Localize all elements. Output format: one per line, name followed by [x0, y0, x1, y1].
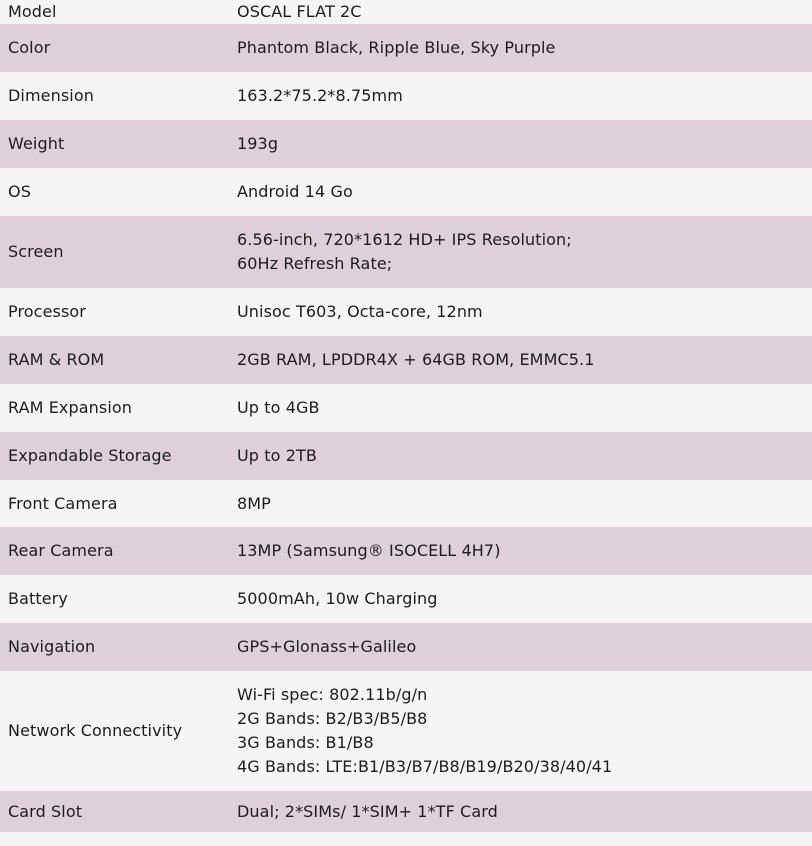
spec-row-ram-expansion	[0, 384, 812, 432]
spec-label: RAM Expansion	[8, 398, 132, 417]
spec-value-line: Android 14 Go	[237, 182, 353, 201]
spec-value	[229, 24, 812, 72]
spec-row-network-connectivity	[0, 671, 812, 791]
spec-value-line: 163.2*75.2*8.75mm	[237, 86, 403, 105]
spec-label: Screen	[8, 242, 64, 261]
spec-label: Dimension	[8, 86, 94, 105]
spec-row-color	[0, 24, 812, 72]
spec-row-battery	[0, 575, 812, 623]
spec-label: Rear Camera	[8, 541, 114, 560]
spec-row-card-slot	[0, 791, 812, 832]
spec-value-line: Phantom Black, Ripple Blue, Sky Purple	[237, 38, 556, 57]
spec-row-rear-camera	[0, 527, 812, 575]
spec-label: Battery	[8, 589, 68, 608]
spec-value	[229, 671, 812, 791]
spec-value-line: Dual; 2*SIMs/ 1*SIM+ 1*TF Card	[237, 801, 498, 821]
spec-label: OS	[8, 182, 31, 201]
spec-row-ram-rom	[0, 336, 812, 384]
spec-value-line: 193g	[237, 134, 279, 153]
spec-row-navigation	[0, 623, 812, 671]
spec-value	[229, 120, 812, 168]
spec-row-weight	[0, 120, 812, 168]
spec-value-line: 4G Bands: LTE:B1/B3/B7/B8/B19/B20/38/40/41	[237, 757, 613, 776]
spec-value-line: 2GB RAM, LPDDR4X + 64GB ROM, EMMC5.1	[237, 350, 595, 369]
spec-label: Weight	[8, 134, 65, 153]
spec-label: Front Camera	[8, 493, 118, 513]
spec-label: RAM & ROM	[8, 350, 105, 369]
spec-value	[229, 432, 812, 480]
spec-label: Expandable Storage	[8, 446, 172, 465]
spec-value-line: 8MP	[237, 493, 271, 513]
spec-value-line: OSCAL FLAT 2C	[237, 2, 362, 21]
spec-label: Model	[8, 2, 57, 21]
spec-row-expandable-storage	[0, 432, 812, 480]
spec-label: Card Slot	[8, 801, 83, 821]
spec-value-line: Up to 4GB	[237, 398, 320, 417]
spec-value-line: Up to 2TB	[237, 446, 317, 465]
spec-value	[229, 72, 812, 120]
spec-value	[229, 575, 812, 623]
spec-label: Processor	[8, 302, 86, 321]
spec-row-os	[0, 168, 812, 216]
spec-value-line: 5000mAh, 10w Charging	[237, 589, 438, 608]
spec-value-line: GPS+Glonass+Galileo	[237, 637, 417, 656]
spec-value-line: 13MP (Samsung® ISOCELL 4H7)	[237, 541, 501, 560]
spec-value	[229, 480, 812, 527]
spec-value	[229, 336, 812, 384]
spec-value-line: 2G Bands: B2/B3/B5/B8	[237, 709, 428, 728]
spec-row-processor	[0, 288, 812, 336]
spec-value	[229, 384, 812, 432]
spec-label: Navigation	[8, 637, 96, 656]
spec-value	[229, 288, 812, 336]
spec-row-front-camera	[0, 480, 812, 527]
spec-value	[229, 791, 812, 832]
spec-label: Network Connectivity	[8, 721, 183, 740]
spec-value-line: 6.56-inch, 720*1612 HD+ IPS Resolution;	[237, 230, 572, 249]
spec-row-model	[0, 0, 812, 24]
spec-value	[229, 0, 812, 24]
spec-row-dimension	[0, 72, 812, 120]
spec-value	[229, 527, 812, 575]
spec-value-line: 60Hz Refresh Rate;	[237, 254, 393, 273]
spec-value-line: 3G Bands: B1/B8	[237, 733, 374, 752]
spec-row-screen	[0, 216, 812, 288]
spec-value-line: Unisoc T603, Octa-core, 12nm	[237, 302, 483, 321]
spec-value	[229, 216, 812, 288]
spec-value	[229, 623, 812, 671]
spec-value-line: Wi-Fi spec: 802.11b/g/n	[237, 685, 428, 704]
spec-value	[229, 168, 812, 216]
spec-label: Color	[8, 38, 51, 57]
